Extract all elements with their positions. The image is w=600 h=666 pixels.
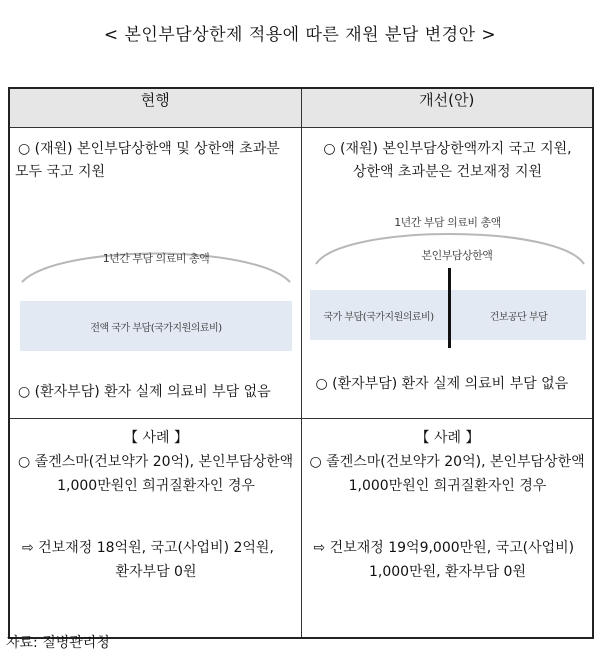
cell-improved-funding — [301, 128, 593, 419]
improved-example-line1: ○ 졸겐스마(건보약가 20억), 본인부담상한액 — [309, 454, 585, 470]
source-note: 자료: 질병관리청 — [6, 635, 110, 651]
table-row-example — [9, 419, 593, 639]
improved-summary-line2: 상한액 초과분은 건보재정 지원 — [352, 164, 543, 180]
current-result-line2: 환자부담 0원 — [115, 564, 197, 580]
current-result-line1: ⇨ 건보재정 18억원, 국고(사업비) 2억원, — [22, 540, 274, 556]
improved-bar-right-label: 건보공단 부담 — [489, 312, 548, 323]
cell-improved-example — [301, 419, 593, 639]
table-row-funding — [9, 128, 593, 419]
current-example-line1: ○ 졸겐스마(건보약가 20억), 본인부담상한액 — [18, 454, 294, 470]
improved-patient-burden: ○ (환자부담) 환자 실제 의료비 부담 없음 — [315, 376, 569, 392]
current-example-title: 【 사례 】 — [124, 430, 188, 446]
improved-bar-left-label: 국가 부담(국가지원의료비) — [323, 312, 434, 323]
current-example-line2: 1,000만원인 희귀질환자인 경우 — [57, 478, 255, 494]
current-bar-label: 전액 국가 부담(국가지원의료비) — [90, 323, 222, 334]
page-title: < 본인부담상한제 적용에 따른 재원 분담 변경안 > — [103, 25, 497, 45]
cell-current-example — [9, 419, 301, 639]
current-arc-label: 1년간 부담 의료비 총액 — [102, 252, 210, 265]
comparison-table — [8, 87, 594, 639]
cell-current-funding — [9, 128, 301, 419]
improved-split-divider — [448, 268, 451, 348]
current-patient-burden: ○ (환자부담) 환자 실제 의료비 부담 없음 — [18, 384, 271, 400]
improved-example-title: 【 사례 】 — [415, 430, 480, 446]
improved-split-label: 본인부담상한액 — [421, 249, 493, 262]
current-summary-line1: ○ (재원) 본인부담상한액 및 상한액 초과분 — [18, 141, 280, 157]
improved-result-line1: ⇨ 건보재정 19억9,000만원, 국고(사업비) — [313, 540, 575, 556]
improved-arc-label: 1년간 부담 의료비 총액 — [394, 216, 501, 229]
improved-result-line2: 1,000만원, 환자부담 0원 — [368, 564, 526, 580]
current-summary-line2: 모두 국고 지원 — [14, 164, 106, 180]
header-current: 현행 — [9, 88, 301, 128]
improved-summary-line1: ○ (재원) 본인부담상한액까지 국고 지원, — [323, 141, 572, 157]
table-header-row — [9, 88, 593, 128]
header-improved: 개선(안) — [301, 88, 593, 128]
improved-example-line2: 1,000만원인 희귀질환자인 경우 — [348, 478, 547, 494]
